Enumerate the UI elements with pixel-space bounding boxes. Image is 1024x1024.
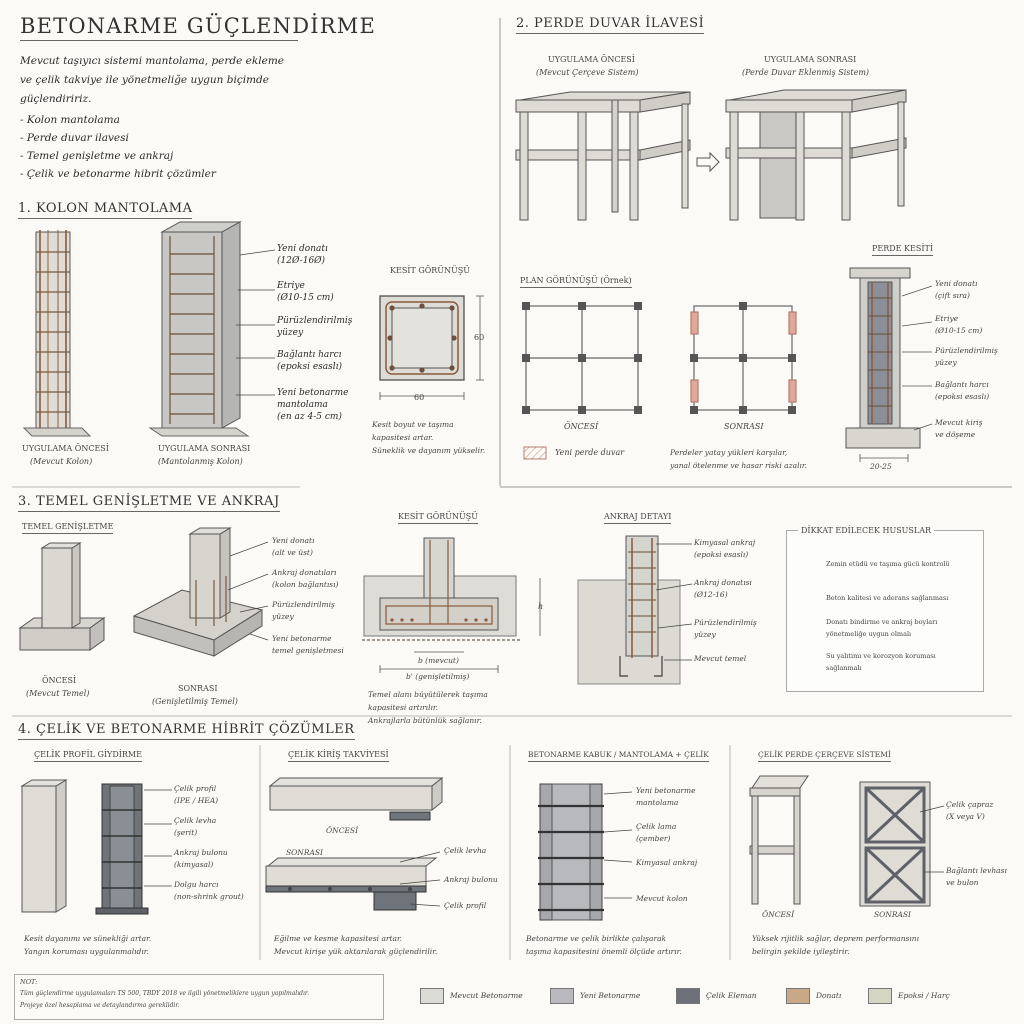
section-title: 3. TEMEL GENİŞLETME VE ANKRAJ <box>18 494 280 512</box>
annotation-label: Etriye <box>277 281 305 291</box>
anchor-detail-title: ANKRAJ DETAYI <box>604 512 671 524</box>
caption-title: UYGULAMA ÖNCESİ <box>22 444 109 453</box>
legend-label: Donatı <box>816 991 842 1000</box>
caption-sub: ÖNCESİ <box>762 910 795 919</box>
steel-beam-drawing <box>266 778 442 910</box>
attention-item: sağlanmalı <box>826 664 862 672</box>
page-title: BETONARME GÜÇLENDİRME <box>20 14 298 41</box>
plan-caption: SONRASI <box>724 422 764 431</box>
caption-line: Süneklik ve dayanım yükselir. <box>372 446 486 455</box>
annotation-label: Yeni betonarme <box>636 786 696 795</box>
section-title: 2. PERDE DUVAR İLAVESİ <box>516 16 704 34</box>
dimension-label: b (mevcut) <box>418 656 459 665</box>
annotation-label: Kimyasal ankraj <box>636 858 698 867</box>
annotation-label: (en az 4-5 cm) <box>277 412 342 422</box>
attention-item: Donatı bindirme ve ankraj boyları <box>826 618 938 626</box>
subsection-title: TEMEL GENİŞLETME <box>22 522 113 534</box>
annotation-label: yüzey <box>935 358 957 367</box>
frame-before-drawing <box>516 92 690 220</box>
concrete-shell-drawing <box>538 784 632 920</box>
attention-item: Zemin etüdü ve taşıma gücü kontrolü <box>826 560 950 568</box>
annotation-label: Yeni betonarme <box>272 634 332 643</box>
caption-sub: (Mevcut Temel) <box>26 689 90 698</box>
annotation-label: ve döşeme <box>935 430 976 439</box>
bullet-item: - Perde duvar ilavesi <box>20 132 129 144</box>
caption-title: UYGULAMA SONRASI <box>764 55 857 64</box>
intro-line-3: güçlendiririz. <box>20 93 92 105</box>
caption-sub: (Genişletilmiş Temel) <box>152 697 238 706</box>
dimension-label: b' (genişletilmiş) <box>406 672 470 681</box>
annotation-label: (X veya V) <box>946 812 985 821</box>
intro-line-1: Mevcut taşıyıcı sistemi mantolama, perde ekleme <box>20 55 284 67</box>
annotation-label: (kimyasal) <box>174 860 214 869</box>
annotation-label: Bağlantı harcı <box>277 350 342 360</box>
caption-line: kapasitesi artar. <box>372 433 434 442</box>
annotation-label: Yeni betonarme <box>277 388 349 398</box>
column-section-drawing <box>380 296 484 400</box>
annotation-label: Çelik levha <box>444 846 487 855</box>
annotation-label: Pürüzlendirilmiş <box>935 346 998 355</box>
annotation-label: Ankraj bulonu <box>174 848 228 857</box>
caption-line: Temel alanı büyütülerek taşıma <box>368 690 488 699</box>
annotation-label: Bağlantı levhası <box>946 866 1007 875</box>
note-line: Projeye özel hesaplama ve detaylandırma gereklidir. <box>20 1002 180 1009</box>
annotation-label: Çelik çapraz <box>946 800 994 809</box>
steel-frame-drawing <box>750 776 944 906</box>
plan-view-title: PLAN GÖRÜNÜŞÜ (Örnek) <box>520 276 632 288</box>
attention-item: yönetmeliğe uygun olmalı <box>826 630 912 638</box>
annotation-label: Çelik profil <box>174 784 217 793</box>
arrow-icon <box>697 153 719 171</box>
caption-line: Perdeler yatay yükleri karşılar, <box>670 448 788 457</box>
annotation-label: Dolgu harcı <box>174 880 219 889</box>
caption-line: belirgin şekilde iyileştirir. <box>752 947 850 956</box>
annotation-label: (Ø12-16) <box>694 590 728 599</box>
annotation-label: (Ø10-15 cm) <box>935 326 983 335</box>
dimension-label: 20-25 <box>870 462 892 471</box>
annotation-label: Pürüzlendirilmiş <box>272 600 335 609</box>
annotation-label: yüzey <box>277 328 304 338</box>
caption-title: UYGULAMA SONRASI <box>158 444 251 453</box>
plan-before-drawing <box>522 302 642 414</box>
plan-caption: ÖNCESİ <box>564 422 599 431</box>
dimension-label: 60 <box>474 333 485 342</box>
section-view-title: KESİT GÖRÜNÜŞÜ <box>390 266 471 275</box>
intro-line-2: ve çelik takviye ile yönetmeliğe uygun biçimde <box>20 74 269 86</box>
caption-sub: (Perde Duvar Eklenmiş Sistem) <box>742 68 870 77</box>
column-after-drawing <box>150 222 275 436</box>
attention-title: DİKKAT EDİLECEK HUSUSLAR <box>798 526 934 535</box>
caption-line: Ankrajlarla bütünlük sağlanır. <box>368 716 482 725</box>
annotation-label: (epoksi esaslı) <box>935 392 990 401</box>
section-title: 4. ÇELİK VE BETONARME HİBRİT ÇÖZÜMLER <box>18 722 355 740</box>
legend-label: Yeni perde duvar <box>555 448 625 457</box>
bullet-item: - Temel genişletme ve ankraj <box>20 150 174 162</box>
annotation-label: yüzey <box>694 630 716 639</box>
annotation-label: yüzey <box>272 612 294 621</box>
annotation-label: Pürüzlendirilmiş <box>277 316 353 326</box>
caption-title: UYGULAMA ÖNCESİ <box>548 55 635 64</box>
caption-sub: (Mevcut Çerçeve Sistem) <box>536 68 639 77</box>
note-line: Tüm güçlendirme uygulamaları TS 500, TBDY 2018 ve ilgili yönetmeliklere uygun yapılmalıdır. <box>20 990 309 997</box>
annotation-label: Yeni donatı <box>935 279 978 288</box>
caption-line: Kesit boyut ve taşıma <box>372 420 454 429</box>
annotation-label: Ankraj bulonu <box>444 875 498 884</box>
section-view-title: PERDE KESİTİ <box>872 244 933 256</box>
annotation-label: (IPE / HEA) <box>174 796 219 805</box>
caption-sub: SONRASI <box>874 910 912 919</box>
annotation-label: (çift sıra) <box>935 291 970 300</box>
caption-line: Eğilme ve kesme kapasitesi artar. <box>274 934 403 943</box>
legend-label: Epoksi / Harç <box>898 991 950 1000</box>
shear-wall-section-drawing <box>846 268 932 462</box>
note-title: NOT: <box>20 978 38 986</box>
steel-jacket-drawing <box>22 780 172 914</box>
new-shear-wall-swatch <box>524 447 546 459</box>
frame-after-drawing <box>726 90 906 220</box>
annotation-label: Çelik lama <box>636 822 677 831</box>
foundation-after-drawing <box>134 528 268 656</box>
caption-sub: (Mantolanmış Kolon) <box>158 457 243 466</box>
subsection-title: ÇELİK PROFİL GİYDİRME <box>34 750 142 762</box>
annotation-label: Ankraj donatıları <box>272 568 337 577</box>
annotation-label: Bağlantı harcı <box>935 380 989 389</box>
attention-item: Su yalıtımı ve korozyon koruması <box>826 652 936 660</box>
caption-title: SONRASI <box>178 684 218 693</box>
annotation-label: Ankraj donatısı <box>694 578 752 587</box>
annotation-label: Mevcut kolon <box>636 894 688 903</box>
annotation-label: Etriye <box>935 314 959 323</box>
subsection-title: ÇELİK KİRİŞ TAKVİYESİ <box>288 750 389 762</box>
annotation-label: (çember) <box>636 834 671 843</box>
anchor-detail-drawing <box>578 536 692 684</box>
annotation-label: (şerit) <box>174 828 198 837</box>
column-before-drawing <box>24 230 90 436</box>
annotation-label: (12Ø-16Ø) <box>277 256 326 266</box>
annotation-label: (alt ve üst) <box>272 548 313 557</box>
annotation-label: (kolon bağlantısı) <box>272 580 339 589</box>
annotation-label: Çelik profil <box>444 901 487 910</box>
annotation-label: temel genişletmesi <box>272 646 344 655</box>
caption-sub: SONRASI <box>286 848 324 857</box>
annotation-label: Mevcut temel <box>694 654 747 663</box>
legend-swatch <box>550 988 574 1004</box>
caption-line: taşıma kapasitesini önemli ölçüde artırır. <box>526 947 682 956</box>
plan-after-drawing <box>690 302 796 414</box>
foundation-before-drawing <box>20 543 104 650</box>
annotation-label: Pürüzlendirilmiş <box>694 618 757 627</box>
note-box <box>14 974 384 1020</box>
caption-sub: (Mevcut Kolon) <box>30 457 93 466</box>
caption-line: Yangın koruması uygulanmalıdır. <box>24 947 149 956</box>
subsection-title: ÇELİK PERDE ÇERÇEVE SİSTEMİ <box>758 750 891 762</box>
caption-line: Yüksek rijitlik sağlar, deprem performansını <box>752 934 920 943</box>
annotation-label: (epoksi esaslı) <box>694 550 749 559</box>
annotation-label: ve bulon <box>946 878 979 887</box>
foundation-section-drawing <box>362 538 540 673</box>
annotation-label: (Ø10-15 cm) <box>277 293 334 303</box>
annotation-label: Kimyasal ankraj <box>694 538 756 547</box>
dimension-label: 60 <box>414 393 425 402</box>
bullet-item: - Kolon mantolama <box>20 114 120 126</box>
caption-title: ÖNCESİ <box>42 676 77 685</box>
annotation-label: mantolama <box>636 798 679 807</box>
caption-line: Mevcut kirişe yük aktarılarak güçlendirilir. <box>274 947 438 956</box>
caption-line: kapasitesi artırılır. <box>368 703 439 712</box>
attention-card <box>786 530 984 692</box>
attention-item: Beton kalitesi ve aderans sağlanması <box>826 594 949 602</box>
section-view-title: KESİT GÖRÜNÜŞÜ <box>398 512 478 524</box>
annotation-label: (non-shrink grout) <box>174 892 244 901</box>
caption-sub: ÖNCESİ <box>326 826 359 835</box>
annotation-label: mantolama <box>277 400 328 410</box>
caption-line: yanal ötelenme ve hasar riski azalır. <box>670 461 808 470</box>
annotation-label: Yeni donatı <box>272 536 315 545</box>
annotation-label: Mevcut kiriş <box>935 418 983 427</box>
annotation-label: Çelik levha <box>174 816 217 825</box>
legend-swatch <box>786 988 810 1004</box>
legend-label: Yeni Betonarme <box>580 991 641 1000</box>
caption-line: Kesit dayanımı ve sünekliği artar. <box>24 934 152 943</box>
bullet-item: - Çelik ve betonarme hibrit çözümler <box>20 168 216 180</box>
caption-line: Betonarme ve çelik birlikte çalışarak <box>526 934 667 943</box>
legend-label: Mevcut Betonarme <box>450 991 523 1000</box>
legend-swatch <box>868 988 892 1004</box>
legend-swatch <box>676 988 700 1004</box>
subsection-title: BETONARME KABUK / MANTOLAMA + ÇELİK <box>528 750 709 762</box>
annotation-label: Yeni donatı <box>277 244 328 254</box>
annotation-label: (epoksi esaslı) <box>277 362 343 372</box>
section-title: 1. KOLON MANTOLAMA <box>18 201 192 219</box>
legend-swatch <box>420 988 444 1004</box>
legend-label: Çelik Eleman <box>706 991 757 1000</box>
dimension-label: h <box>538 602 544 611</box>
